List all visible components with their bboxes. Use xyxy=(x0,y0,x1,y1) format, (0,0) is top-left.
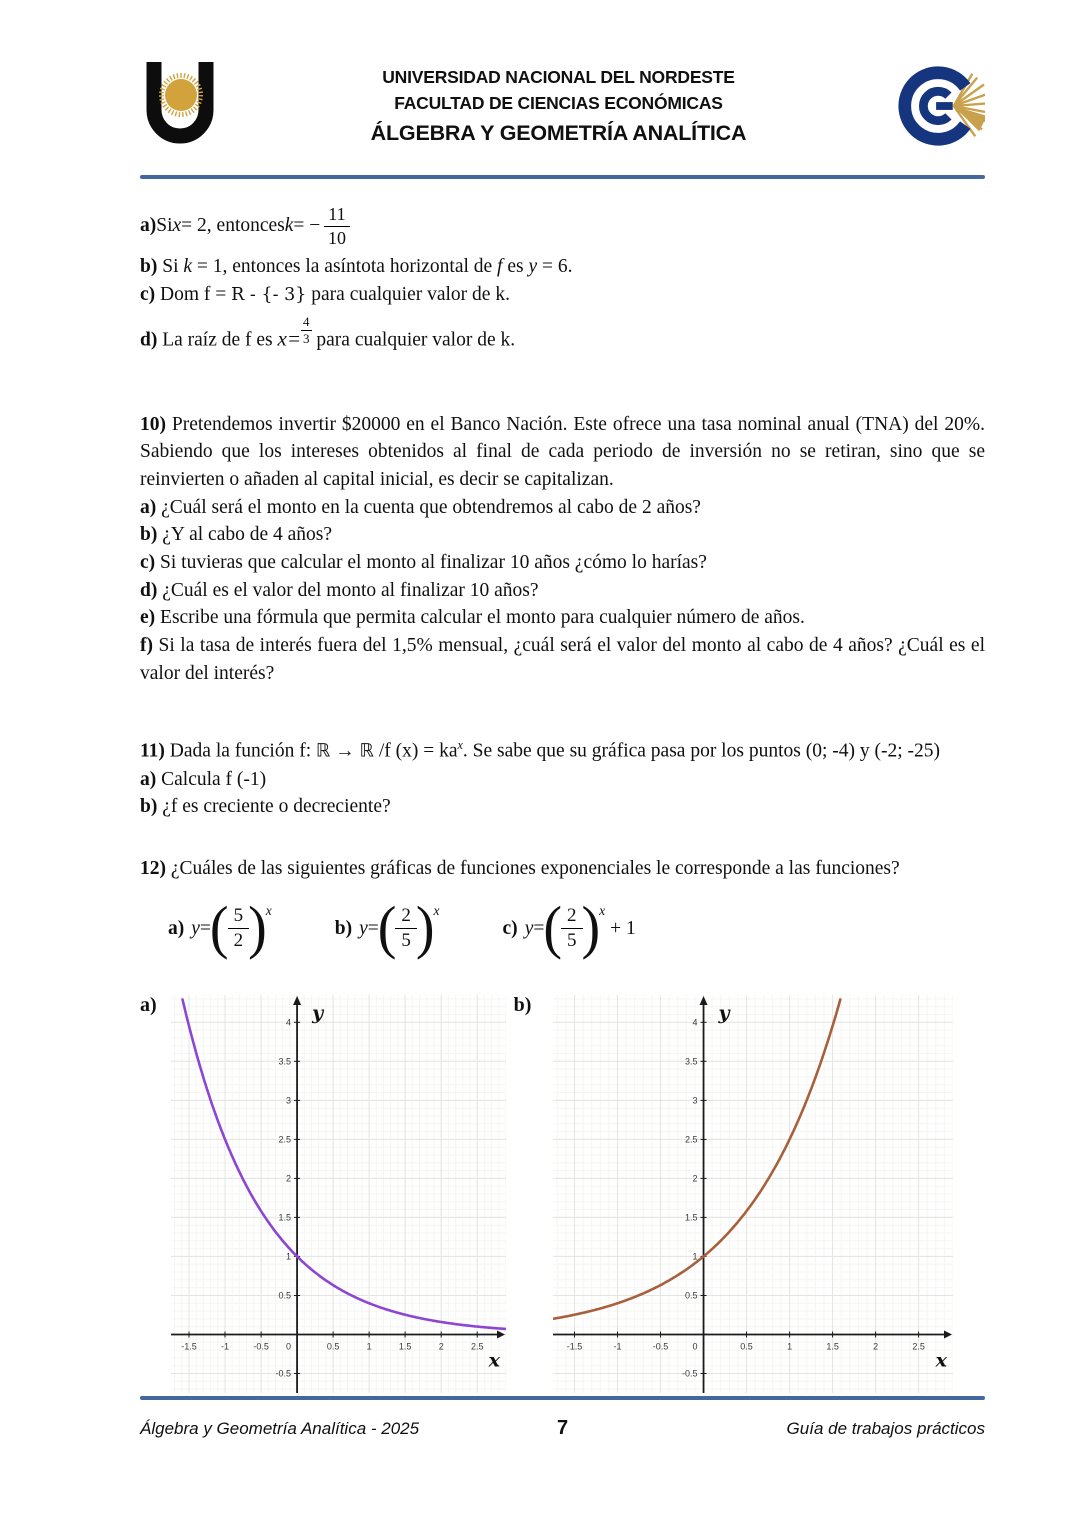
formula-label: c) xyxy=(502,917,518,939)
svg-text:1: 1 xyxy=(692,1251,699,1262)
fraction: $\frac{5}{2}$ xyxy=(228,906,250,951)
header-divider xyxy=(140,175,985,179)
svg-text:y: y xyxy=(719,1001,731,1024)
header-course-title: ÁLGEBRA Y GEOMETRÍA ANALÍTICA xyxy=(370,120,747,145)
item-label: a) xyxy=(140,215,157,237)
svg-text:2.5: 2.5 xyxy=(470,1341,484,1352)
math-exponent: x xyxy=(265,903,272,919)
svg-text:-1.5: -1.5 xyxy=(567,1341,583,1352)
u-sun-logo-graphic xyxy=(140,60,220,156)
problem-12-intro: 12) ¿Cuáles de las siguientes gráficas de funciones exponenciales le corresponde a las funciones? xyxy=(140,857,900,879)
formula-c: c) y = ( $\frac{2}{5}$ ) x + 1 xyxy=(502,895,636,961)
open-paren: ( xyxy=(377,895,397,961)
svg-text:-1: -1 xyxy=(613,1341,622,1352)
math-var: k xyxy=(284,215,294,237)
math-exponent: x xyxy=(457,738,463,753)
problem-number: 11) xyxy=(140,740,165,762)
item-9c: c) Dom f = R - {- 3} para cualquier valor de k. xyxy=(140,283,510,305)
page-number: 7 xyxy=(556,1417,569,1439)
svg-text:3.5: 3.5 xyxy=(685,1055,699,1066)
svg-text:0.5: 0.5 xyxy=(326,1341,340,1352)
header-university-name: UNIVERSIDAD NACIONAL DEL NORDESTE xyxy=(382,67,735,87)
svg-text:-0.5: -0.5 xyxy=(653,1341,669,1352)
ce-logo-graphic xyxy=(897,60,985,152)
svg-text:3.5: 3.5 xyxy=(278,1055,291,1066)
page-header xyxy=(140,60,985,162)
svg-text:0.5: 0.5 xyxy=(278,1290,291,1301)
item-10a: a) ¿Cuál será el monto en la cuenta que obtendremos al cabo de 2 años? xyxy=(140,496,701,518)
item-text: Si xyxy=(156,215,173,237)
svg-text:2: 2 xyxy=(692,1173,699,1184)
charts-row xyxy=(140,995,985,1393)
chart-b-label: b) xyxy=(513,993,532,1016)
footer-guide: Guía de trabajos prácticos xyxy=(786,1419,985,1438)
item-text: = − xyxy=(293,215,321,237)
svg-text:1.5: 1.5 xyxy=(826,1341,840,1352)
item-label: d) xyxy=(140,329,158,351)
close-paren: ) xyxy=(248,895,267,961)
formula-row xyxy=(168,893,985,965)
formula-b: b) y = ( $\frac{2}{5}$ ) x xyxy=(334,895,440,961)
item-9d: d) La raíz de f es x= $\frac{4}{3}$ para cualquier valor de k. xyxy=(140,314,516,351)
svg-text:1: 1 xyxy=(366,1341,372,1352)
math-var: x xyxy=(172,215,182,237)
svg-text:0.5: 0.5 xyxy=(685,1290,699,1301)
problem-number: 10) xyxy=(140,413,166,435)
header-faculty-name: FACULTAD DE CIENCIAS ECONÓMICAS xyxy=(394,93,723,114)
svg-text:y: y xyxy=(311,1001,323,1024)
math-expr: x= xyxy=(277,326,302,351)
item-10c: c) Si tuvieras que calcular el monto al finalizar 10 años ¿cómo lo harías? xyxy=(140,551,707,573)
header-titles xyxy=(228,60,889,149)
svg-text:0: 0 xyxy=(692,1341,699,1352)
math-exponent: x xyxy=(433,903,440,919)
item-9a xyxy=(140,199,985,253)
math-var: k xyxy=(183,256,193,277)
problem-11-intro: 11) Dada la función f: ℝ → ℝ /f $(x) = ka^x$. Se sabe que su gráfica pasa por los puntos (0; -4) y (-2; -25) xyxy=(140,738,940,762)
svg-text:1: 1 xyxy=(787,1341,793,1352)
chart-b xyxy=(514,995,954,1393)
footer-divider xyxy=(140,1396,985,1400)
svg-text:4: 4 xyxy=(285,1016,291,1027)
math-reals: ℝ xyxy=(359,740,374,762)
math-exponent: x xyxy=(599,903,606,919)
problem-10 xyxy=(140,411,985,688)
item-10e: e) Escribe una fórmula que permita calcular el monto para cualquier número de años. xyxy=(140,607,805,629)
svg-text:x: x xyxy=(936,1349,948,1372)
problem-number: 12) xyxy=(140,857,166,879)
item-9b: b) Si k = 1, entonces la asíntota horizontal de f es y = 6. xyxy=(140,256,573,277)
item-11a: a) Calcula f (-1) xyxy=(140,768,267,790)
problem-12 xyxy=(140,855,985,965)
svg-text:1.5: 1.5 xyxy=(398,1341,412,1352)
svg-text:2: 2 xyxy=(285,1173,291,1184)
page-footer xyxy=(140,1396,985,1440)
item-11b: b) ¿f es creciente o decreciente? xyxy=(140,796,391,818)
open-paren: ( xyxy=(209,895,229,961)
svg-text:-0.5: -0.5 xyxy=(275,1368,291,1379)
svg-text:4: 4 xyxy=(692,1016,699,1027)
fraction: $\frac{2}{5}$ xyxy=(561,906,583,951)
university-logo xyxy=(140,60,220,162)
svg-text:2: 2 xyxy=(873,1341,879,1352)
close-paren: ) xyxy=(415,895,435,961)
open-paren: ( xyxy=(543,895,562,961)
chart-b-plot xyxy=(553,995,953,1393)
formula-a: a) y = ( $\frac{5}{2}$ ) x xyxy=(168,895,272,961)
chart-a-plot xyxy=(171,995,506,1393)
faculty-logo xyxy=(897,60,985,158)
math-reals: ℝ xyxy=(316,740,331,762)
chart-a xyxy=(140,995,506,1393)
svg-text:2.5: 2.5 xyxy=(278,1134,291,1145)
svg-text:0.5: 0.5 xyxy=(740,1341,754,1352)
fraction: $\frac{11}{10}$ xyxy=(324,205,349,248)
problem-10-intro: 10) Pretendemos invertir $20000 en el Banco Nación. Este ofrece una tasa nominal anual (TNA) del 20%. Sabiendo que los intereses obtenidos al final de cada periodo de inversión no se retiran, sino que se reinvierten o añaden al capital inicial, es decir se capitalizan. xyxy=(140,413,985,490)
item-label: b) xyxy=(140,256,158,277)
svg-text:2.5: 2.5 xyxy=(685,1134,699,1145)
svg-text:-1.5: -1.5 xyxy=(180,1341,197,1352)
fraction: $\frac{4}{3}$ xyxy=(303,314,310,346)
formula-label: a) xyxy=(168,917,185,939)
svg-text:2.5: 2.5 xyxy=(912,1341,926,1352)
item-label: c) xyxy=(140,283,156,305)
chart-a-label: a) xyxy=(140,993,157,1016)
footer-course: Álgebra y Geometría Analítica - 2025 xyxy=(140,1419,420,1438)
svg-text:2: 2 xyxy=(438,1341,444,1352)
fraction: $\frac{2}{5}$ xyxy=(395,906,417,951)
svg-text:-0.5: -0.5 xyxy=(682,1368,699,1379)
svg-text:1.5: 1.5 xyxy=(685,1212,699,1223)
math-set: R - {- 3} xyxy=(231,284,307,305)
problem-11 xyxy=(140,737,985,821)
math-var: f xyxy=(497,256,503,277)
svg-text:-0.5: -0.5 xyxy=(253,1341,269,1352)
item-10b: b) ¿Y al cabo de 4 años? xyxy=(140,524,333,546)
svg-text:1: 1 xyxy=(285,1251,291,1262)
item-text: = 2, entonces xyxy=(181,215,285,237)
svg-text:3: 3 xyxy=(285,1095,291,1106)
svg-text:1.5: 1.5 xyxy=(278,1212,291,1223)
item-10f: f) Si la tasa de interés fuera del 1,5% mensual, ¿cuál será el valor del monto al cabo de 4 años? ¿Cuál es el valor del interés? xyxy=(140,635,985,684)
item-10d: d) ¿Cuál es el valor del monto al finalizar 10 años? xyxy=(140,579,539,601)
svg-text:3: 3 xyxy=(692,1095,699,1106)
formula-label: b) xyxy=(334,917,353,939)
math-var: y xyxy=(528,256,538,277)
svg-text:0: 0 xyxy=(285,1341,291,1352)
close-paren: ) xyxy=(581,895,601,961)
svg-text:-1: -1 xyxy=(220,1341,229,1352)
svg-text:x: x xyxy=(488,1349,500,1372)
